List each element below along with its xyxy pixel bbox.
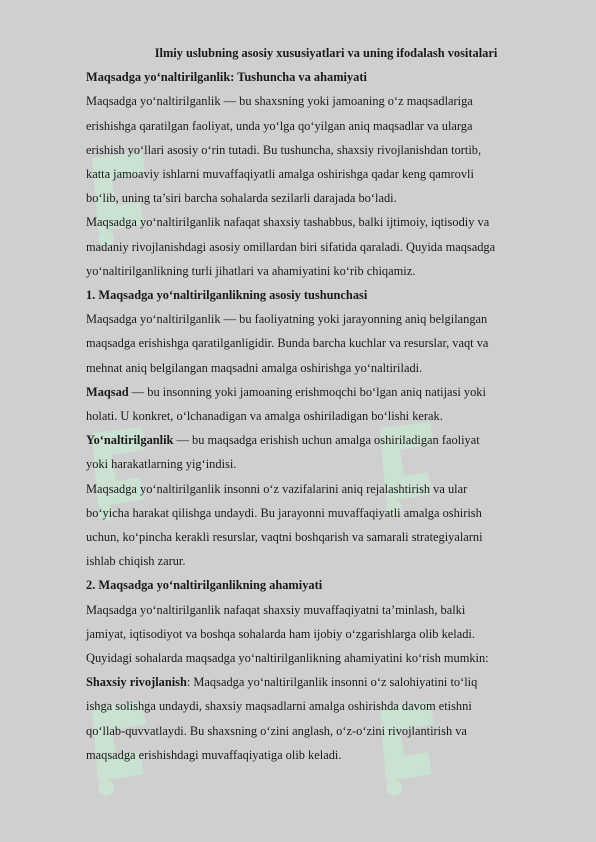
paragraph: Maqsadga yo‘naltirilganlik insonni o‘z vazifalarini aniq rejalashtirish va ular bo‘yicha harakat qilishga undaydi. Bu jarayonni muvaffaqiyatli amalga oshirish uchun, ko‘pincha kerakli resurslar, vaqtni boshqarish va samarali strategiyalarni ishlab chiqish zarur. (86, 481, 483, 569)
document-body (86, 41, 548, 767)
document-title: Ilmiy uslubning asosiy xususiyatlari va uning ifodalash vositalari (154, 46, 498, 60)
section-heading: 2. Maqsadga yo‘naltirilganlikning ahamiyati (86, 578, 323, 593)
term: Shaxsiy rivojlanish (86, 675, 187, 690)
paragraph: Maqsadga yo‘naltirilganlik nafaqat shaxsiy muvaffaqiyatni ta’minlash, balki jamiyat, iqtisodiyot va boshqa sohalarda ham ijobiy o‘zgarishlarga olib keladi. Quyidagi sohalarda maqsadga yo‘naltirilganlikning ahamiyatini ko‘rish mumkin: (86, 602, 489, 666)
term: Maqsad (86, 384, 129, 399)
paragraph: Maqsadga yo‘naltirilganlik — bu faoliyatning yoki jarayonning aniq belgilangan maqsadga erishishga qaratilganligidir. Bunda barcha kuchlar va resurslar, vaqt va mehnat aniq belgilangan maqsadni amalga oshirishga yo‘naltiriladi. (86, 312, 489, 375)
section-heading: 1. Maqsadga yo‘naltirilganlikning asosiy tushunchasi (86, 288, 368, 303)
paragraph: Maqsadga yo‘naltirilganlik — bu shaxsning yoki jamoaning o‘z maqsadlariga erishishga qaratilgan faoliyat, unda yo‘lga qo‘yilgan aniq maqsadlar va ularga erishish yo‘llari asosiy o‘rin tutadi. Bu tushuncha, shaxsiy rivojlanishdan tortib, katta jamoaviy ishlarni muvaffaqiyatli amalga oshirishga qadar keng qamrovli bo‘lib, uning ta’siri barcha sohalarda sezilarli darajada bo‘ladi. (86, 94, 482, 206)
paragraph: Maqsadga yo‘naltirilganlik nafaqat shaxsiy tashabbus, balki ijtimoiy, iqtisodiy va madaniy rivojlanishdagi asosiy omillardan biri sifatida qaraladi. Quyida maqsadga yo‘naltirilganlikning turli jihatlari va ahamiyatini ko‘rib chiqamiz. (86, 215, 496, 278)
term-definition: Yo‘naltirilganlik — bu maqsadga erishish uchun amalga oshiriladigan faoliyat yoki harakatlarning yig‘indisi. (86, 433, 480, 472)
section-heading: Maqsadga yo‘naltirilganlik: Tushuncha va ahamiyati (86, 70, 367, 85)
term: Yo‘naltirilganlik (86, 433, 174, 448)
term-definition: Maqsad — bu insonning yoki jamoaning erishmoqchi bo‘lgan aniq natijasi yoki holati. U konkret, o‘lchanadigan va amalga oshiriladigan bo‘lishi kerak. (86, 384, 486, 424)
term-definition: Shaxsiy rivojlanish: Maqsadga yo‘naltirilganlik insonni o‘z salohiyatini to‘liq ishga solishga undaydi, shaxsiy maqsadlarni amalga oshirishda davom etishni qo‘llab-quvvatlaydi. Bu shaxsning o‘zini anglash, o‘z-o‘zini rivojlantirish va maqsadga erishishdagi muvaffaqiyatiga olib keladi. (86, 675, 478, 762)
